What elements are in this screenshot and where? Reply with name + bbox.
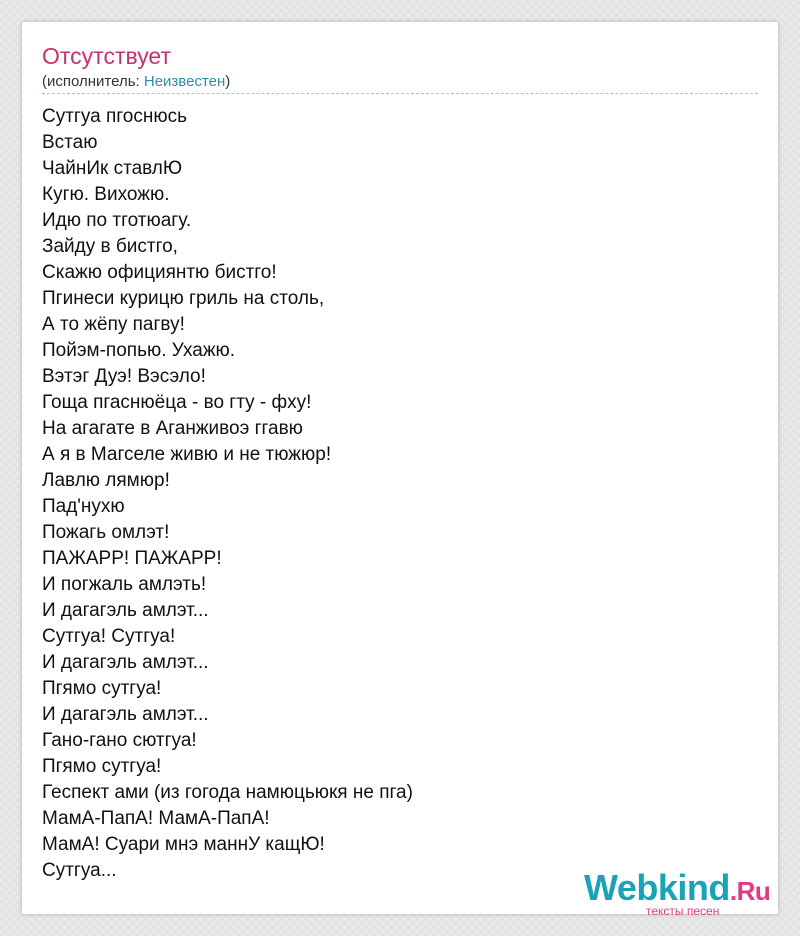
logo-main-text: Webkind [584,867,730,908]
lyric-line: А то жёпу пагву! [42,314,185,335]
lyric-line: Лавлю лямюр! [42,470,170,491]
lyric-line: И погжаль амлэть! [42,574,207,595]
lyric-line: Гано-гано сютгуа! [42,730,197,751]
artist-link[interactable]: Неизвестен [143,73,226,90]
lyric-line: Гоща пгаснюёца - во гту - фху! [42,392,312,413]
lyric-line: Пгямо сутгуа! [42,678,162,699]
lyric-line: Пойэм-попью. Ухажю. [42,340,236,361]
lyric-line: Пожагь омлэт! [42,522,170,543]
lyric-line: Вэтэг Дуэ! Вэсэло! [42,366,206,387]
webkind-logo[interactable] [584,868,784,916]
lyric-line: ЧайнИк ставлЮ [42,158,183,179]
lyric-line: Скажю официянтю бистго! [42,262,277,283]
lyric-line: Пад'нухю [42,496,125,517]
lyric-line: Сутгуа... [42,860,117,881]
artist-suffix: ) [225,73,231,90]
lyric-line: ПАЖАРР! ПАЖАРР! [42,548,222,569]
lyric-line: Идю по тготюагу. [42,210,192,231]
lyric-line: Пгямо сутгуа! [42,756,162,777]
lyric-line: А я в Магселе живю и не тюжюр! [42,444,332,465]
lyric-line: И дагагэль амлэт... [42,652,209,673]
lyric-line: И дагагэль амлэт... [42,600,209,621]
lyric-line: Зайду в бистго, [42,236,178,257]
divider [42,93,758,94]
lyric-line: И дагагэль амлэт... [42,704,209,725]
lyrics-card [22,22,778,918]
lyric-line: Сутгуа! Сутгуа! [42,626,176,647]
lyric-line: Геспект ами (из гогода намюцьюкя не пга) [42,782,413,803]
logo-tld: .Ru [729,876,771,906]
song-title: Отсутствует [42,43,171,69]
lyric-line: Сутгуа пгоснюсь [42,106,187,127]
lyric-line: Встаю [42,132,98,153]
logo-tagline: тексты песен [646,904,720,918]
lyric-line: Кугю. Вихожю. [42,184,170,205]
lyric-line: МамА! Суари мнэ маннУ кащЮ! [42,834,325,855]
artist-line [42,73,230,91]
lyric-line: На агагате в Аганживоэ ггавю [42,418,303,439]
lyric-line: Пгинеси курицю гриль на столь, [42,288,325,309]
lyric-line: МамА-ПапА! МамА-ПапА! [42,808,270,829]
lyrics-text [42,104,413,884]
artist-prefix: (исполнитель: [42,73,144,90]
